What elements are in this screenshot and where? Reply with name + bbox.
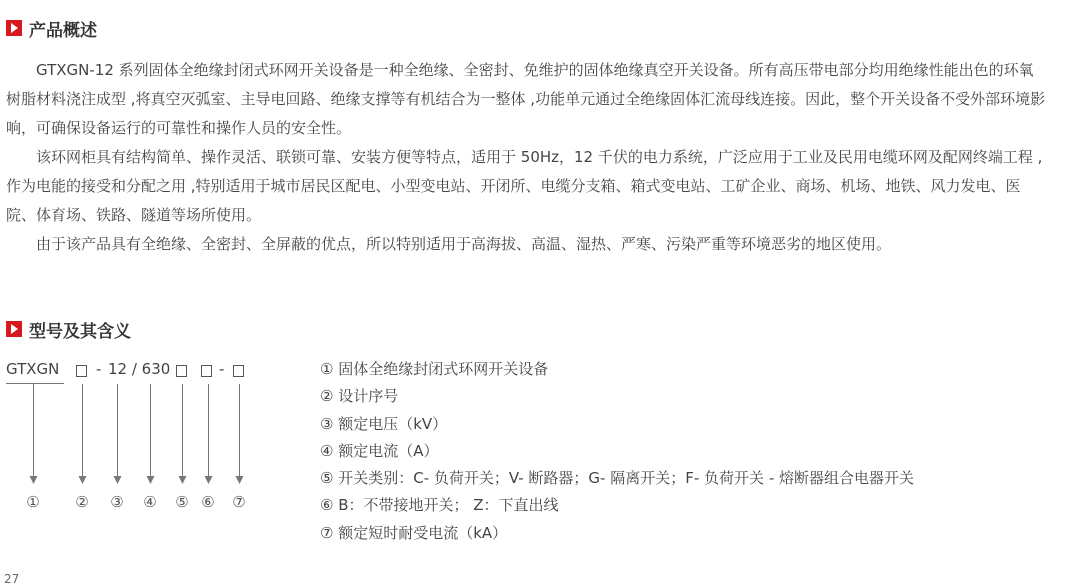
arrowhead-1 bbox=[30, 476, 38, 484]
paragraph-intro: GTXGN-12 系列固体全绝缘封闭式环网开关设备是一种全绝缘、全密封、免维护的固体绝缘真空开关设备。所有高压带电部分均用绝缘性能出色的环氧树脂材料浇注成型 ,将真空灭弧室、主导电回路、绝缘支撑等有机结合为一整体 ,功能单元通过全绝缘固体汇流母线连接。因此，整个开关设备不受外部环境影响，可确保设备运行的可靠性和操作人员的安全性。 bbox=[6, 61, 1046, 137]
paragraph-features: 该环网柜具有结构简单、操作灵活、联锁可靠、安装方便等特点，适用于 50Hz，12 千伏的电力系统，广泛应用于工业及民用电缆环网及配网终端工程 ,作为电能的接受和分配之用 ,特别适用于城市居民区配电、小型变电站、开闭所、电缆分支箱、箱式变电站、工矿企业、商场、机场、地铁、风力发电、医院、体育场、铁路、隧道等场所使用。 bbox=[6, 148, 1043, 224]
legend-item: ⑥ B：不带接地开关； Z：下直出线 bbox=[320, 496, 559, 515]
model-separator: - bbox=[96, 360, 102, 378]
arrowhead-2 bbox=[79, 476, 87, 484]
position-number: ② bbox=[75, 493, 89, 511]
arrowhead-5 bbox=[179, 476, 187, 484]
page-number: 27 bbox=[4, 572, 20, 586]
model-rating: 12 / 630 bbox=[108, 360, 171, 378]
position-number: ⑦ bbox=[232, 493, 246, 511]
position-number: ⑤ bbox=[175, 493, 189, 511]
paragraph-advantages: 由于该产品具有全绝缘、全密封、全屏蔽的优点，所以特别适用于高海拔、高温、湿热、严寒、污染严重等环境恶劣的地区使用。 bbox=[36, 235, 892, 253]
position-number: ③ bbox=[110, 493, 124, 511]
arrowhead-3 bbox=[114, 476, 122, 484]
legend-item: ① 固体全绝缘封闭式环网开关设备 bbox=[320, 360, 549, 378]
arrowhead-7 bbox=[236, 476, 244, 484]
model-legend bbox=[320, 356, 914, 547]
position-number: ④ bbox=[143, 493, 157, 511]
legend-item: ⑦ 额定短时耐受电流（kA） bbox=[320, 523, 508, 542]
legend-item: ③ 额定电压（kV） bbox=[320, 414, 448, 433]
section-title: 产品概述 bbox=[29, 20, 97, 41]
position-number: ⑥ bbox=[201, 493, 215, 511]
section-title: 型号及其含义 bbox=[29, 321, 131, 342]
position-number: ① bbox=[26, 493, 40, 511]
legend-item: ⑤ 开关类别：C- 负荷开关；V- 断路器；G- 隔离开关；F- 负荷开关 - 熔断器组合电器开关 bbox=[320, 469, 914, 488]
arrowhead-6 bbox=[205, 476, 213, 484]
legend-item: ② 设计序号 bbox=[320, 387, 399, 406]
legend-item: ④ 额定电流（A） bbox=[320, 441, 439, 460]
arrowhead-4 bbox=[147, 476, 155, 484]
model-prefix: GTXGN bbox=[6, 360, 60, 378]
model-separator: - bbox=[219, 360, 225, 378]
